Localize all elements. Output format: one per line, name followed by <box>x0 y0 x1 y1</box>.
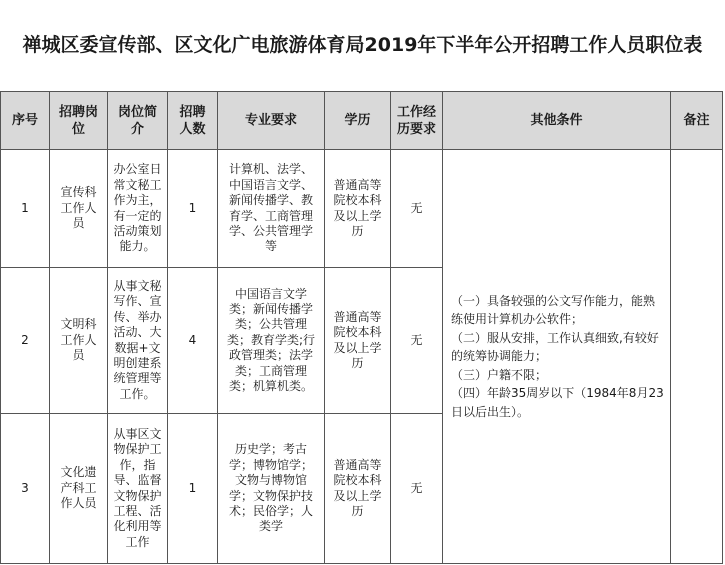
header-post: 招聘岗位 <box>50 92 108 150</box>
cell-duty: 从事区文物保护工作，指导、监督文物保护工程、活化利用等工作 <box>108 414 168 564</box>
header-seq: 序号 <box>1 92 50 150</box>
cell-major: 历史学；考古学；博物馆学；文物与博物馆学；文物保护技术；民俗学；人类学 <box>218 414 325 564</box>
header-major: 专业要求 <box>218 92 325 150</box>
cell-major: 中国语言文学类；新闻传播学类；公共管理类；教育学类;行政管理类；法学类；工商管理类；机算机类。 <box>218 268 325 414</box>
header-row <box>1 92 723 150</box>
cell-edu: 普通高等院校本科及以上学历 <box>325 268 391 414</box>
cell-exp: 无 <box>391 150 443 268</box>
condition-2: （二）服从安排，工作认真细致,有较好的统筹协调能力； <box>451 330 659 364</box>
cell-duty: 从事文秘写作、宣传、举办活动、大数据+文明创建系统管理等工作。 <box>108 268 168 414</box>
header-other: 其他条件 <box>443 92 671 150</box>
page-title: 禅城区委宣传部、区文化广电旅游体育局2019年下半年公开招聘工作人员职位表 <box>22 34 703 56</box>
cell-count: 1 <box>168 150 218 268</box>
condition-4: （四）年龄35周岁以下（1984年8月23日以后出生）。 <box>451 386 664 419</box>
cell-duty: 办公室日常文秘工作为主，有一定的活动策划能力。 <box>108 150 168 268</box>
cell-exp: 无 <box>391 414 443 564</box>
header-edu: 学历 <box>325 92 391 150</box>
cell-seq: 3 <box>1 414 50 564</box>
cell-edu: 普通高等院校本科及以上学历 <box>325 414 391 564</box>
cell-seq: 2 <box>1 268 50 414</box>
header-count: 招聘人数 <box>168 92 218 150</box>
cell-seq: 1 <box>1 150 50 268</box>
header-duty: 岗位简介 <box>108 92 168 150</box>
cell-post: 文明科工作人员 <box>50 268 108 414</box>
cell-major: 计算机、法学、中国语言文学、新闻传播学、教育学、工商管理学、公共管理学等 <box>218 150 325 268</box>
cell-note <box>671 150 723 564</box>
condition-3: （三）户籍不限； <box>451 367 548 382</box>
cell-post: 文化遗产科工作人员 <box>50 414 108 564</box>
header-note: 备注 <box>671 92 723 150</box>
table-row <box>1 150 723 268</box>
cell-count: 1 <box>168 414 218 564</box>
cell-edu: 普通高等院校本科及以上学历 <box>325 150 391 268</box>
cell-exp: 无 <box>391 268 443 414</box>
condition-1: （一）具备较强的公文写作能力，能熟练使用计算机办公软件； <box>451 293 656 327</box>
cell-count: 4 <box>168 268 218 414</box>
job-table <box>0 91 723 564</box>
cell-other-conditions <box>443 150 671 564</box>
header-exp: 工作经历要求 <box>391 92 443 150</box>
cell-post: 宣传科工作人员 <box>50 150 108 268</box>
